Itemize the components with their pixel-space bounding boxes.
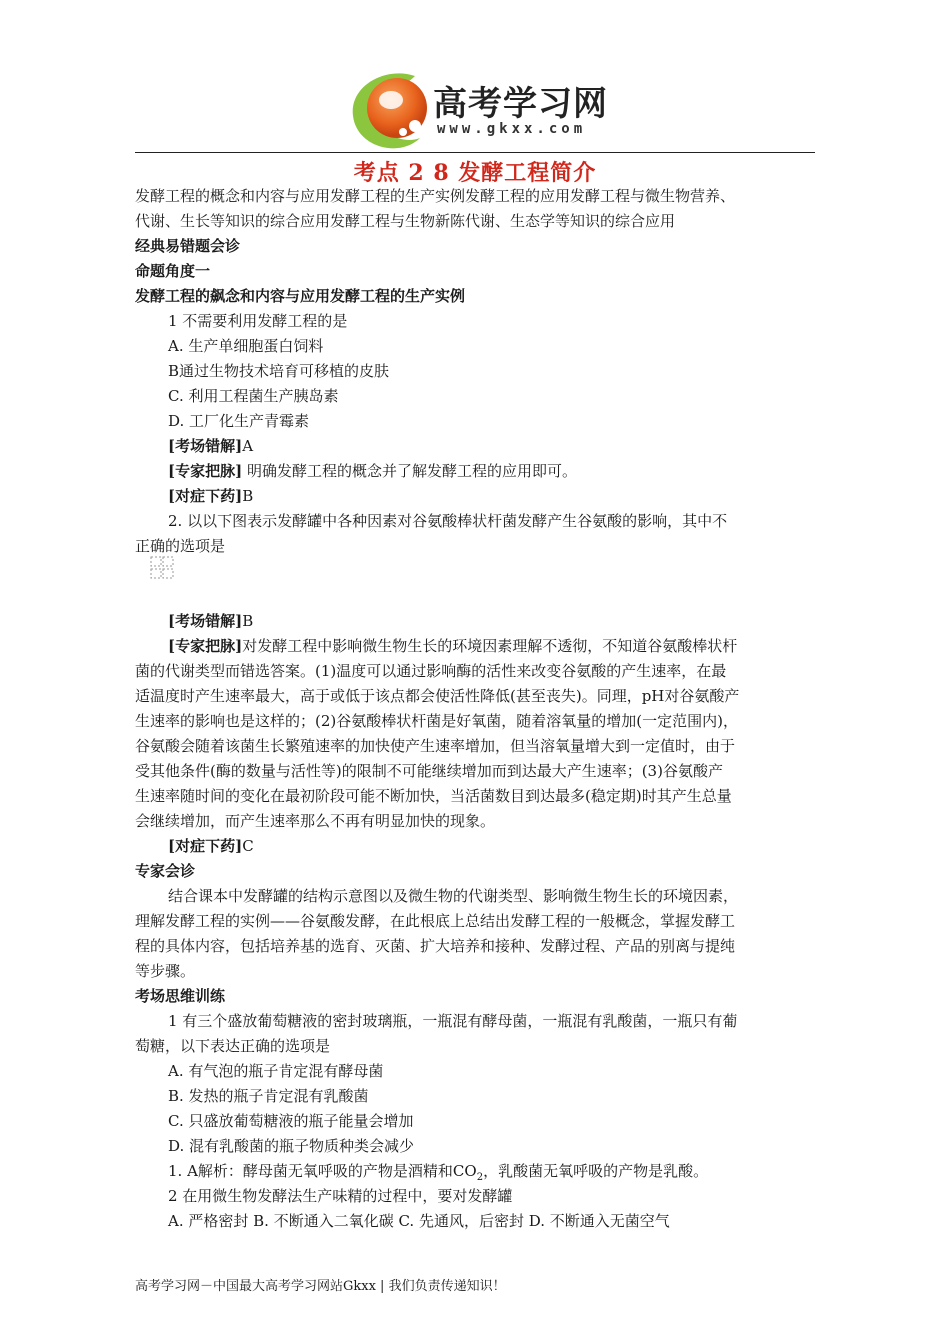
- intro-line-1: 发酵工程的概念和内容与应用发酵工程的生产实例发酵工程的应用发酵工程与微生物营养、: [135, 187, 736, 205]
- wrong-answer-tag: [考场错解]: [168, 437, 243, 455]
- intro-line-2: 代谢、生长等知识的综合应用发酵工程与生物新陈代谢、生态学等知识的综合应用: [135, 212, 676, 230]
- expert-analysis-tag: [专家把脉]: [168, 637, 243, 655]
- header-divider: [135, 152, 815, 153]
- correct-answer-line: [168, 834, 254, 859]
- paragraph-line: 等步骤。: [135, 962, 196, 980]
- section-heading: 考场思维训练: [135, 987, 226, 1005]
- answer-text: ，乳酸菌无氧呼吸的产物是乳酸。: [483, 1162, 709, 1180]
- wrong-answer-line: [168, 434, 253, 459]
- logo-brand-url: www.gkxx.com: [437, 121, 587, 137]
- logo-brand-cn: 高考学习网: [433, 84, 608, 124]
- correct-answer-value: C: [242, 837, 254, 855]
- option-b: B. 发热的瓶子肯定混有乳酸菌: [168, 1087, 369, 1105]
- option-a: A. 有气泡的瓶子肯定混有酵母菌: [168, 1062, 384, 1080]
- option-c: C. 只盛放葡萄糖液的瓶子能量会增加: [168, 1112, 414, 1130]
- section-heading: 命题角度一: [135, 262, 211, 280]
- correct-answer-tag: [对症下药]: [168, 487, 243, 505]
- question-stem: 2 在用微生物发酵法生产味精的过程中，要对发酵罐: [168, 1187, 513, 1205]
- site-logo: [345, 66, 615, 156]
- expert-analysis-tag: [专家把脉]: [168, 462, 243, 480]
- question-stem: 1 有三个盛放葡萄糖液的密封玻璃瓶，一瓶混有酵母菌，一瓶混有乳酸菌，一瓶只有葡: [168, 1012, 738, 1030]
- paragraph-line: 程的具体内容，包括培养基的选育、灭菌、扩大培养和接种、发酵过程、产品的别离与提纯: [135, 937, 736, 955]
- correct-answer-line: [168, 484, 253, 509]
- question-stem: 1 不需要利用发酵工程的是: [168, 312, 348, 330]
- expert-analysis-text: 明确发酵工程的概念并了解发酵工程的应用即可。: [242, 462, 577, 480]
- paragraph-line: 适温度时产生速率最大，高于或低于该点都会使活性降低(甚至丧失)。同理，pH对谷氨酸产: [135, 687, 740, 705]
- option-d: D. 混有乳酸菌的瓶子物质种类会减少: [168, 1137, 415, 1155]
- option-d: D. 工厂化生产青霉素: [168, 412, 310, 430]
- paragraph-line: 理解发酵工程的实例——谷氨酸发酵，在此根底上总结出发酵工程的一般概念，掌握发酵工: [135, 912, 736, 930]
- question-options: A. 严格密封 B. 不断通入二氧化碳 C. 先通风，后密封 D. 不断通入无菌空气: [168, 1212, 670, 1230]
- broken-figure-image: [150, 556, 180, 580]
- section-heading: 发酵工程的飙念和内容与应用发酵工程的生产实例: [135, 287, 466, 305]
- subscript: 2: [476, 1172, 484, 1183]
- correct-answer-tag: [对症下药]: [168, 837, 243, 855]
- paragraph-line: 受其他条件(酶的数量与活性等)的限制不可能继续增加而到达最大产生速率；(3)谷氨酸产: [135, 762, 723, 780]
- wrong-answer-value: A: [242, 437, 254, 455]
- answer-text: 1. A解析：酵母菌无氧呼吸的产物是酒精和CO: [168, 1162, 477, 1180]
- question-stem: 2. 以以下图表示发酵罐中各种因素对谷氨酸棒状杆菌发酵产生谷氨酸的影响，其中不: [168, 512, 728, 530]
- option-a: A. 生产单细胞蛋白饲料: [168, 337, 324, 355]
- expert-analysis-line: [168, 459, 577, 484]
- paragraph-line: 生速率的影响也是这样的；(2)谷氨酸棒状杆菌是好氧菌，随着溶氧量的增加(一定范围内)，: [135, 712, 738, 730]
- question-stem-cont: 正确的选项是: [135, 537, 226, 555]
- section-heading: 经典易错题会诊: [135, 237, 241, 255]
- wrong-answer-value: B: [242, 612, 254, 630]
- option-c: C. 利用工程菌生产胰岛素: [168, 387, 339, 405]
- option-b: B通过生物技术培育可移植的皮肤: [168, 362, 390, 380]
- paragraph-line: 菌的代谢类型而错选答案。(1)温度可以通过影响酶的活性来改变谷氨酸的产生速率，在最: [135, 662, 727, 680]
- paragraph-line: 结合课本中发酵罐的结构示意图以及微生物的代谢类型、影响微生物生长的环境因素，: [168, 887, 739, 905]
- paragraph-line: 生速率随时间的变化在最初阶段可能不断加快，当活菌数目到达最多(稳定期)时其产生总量: [135, 787, 732, 805]
- correct-answer-value: B: [242, 487, 254, 505]
- wrong-answer-tag: [考场错解]: [168, 612, 243, 630]
- section-heading: 专家会诊: [135, 862, 196, 880]
- expert-analysis-line: [168, 634, 737, 659]
- page-title: 考点 2 8 发酵工程简介: [353, 160, 597, 186]
- wrong-answer-line: [168, 609, 253, 634]
- paragraph-line: 谷氨酸会随着该菌生长繁殖速率的加快使产生速率增加，但当溶氧量增大到一定值时，由于: [135, 737, 736, 755]
- question-stem-cont: 萄糖，以下表达正确的选项是: [135, 1037, 331, 1055]
- expert-analysis-text: 对发酵工程中影响微生物生长的环境因素理解不透彻，不知道谷氨酸棒状杆: [242, 637, 738, 655]
- page-footer: 高考学习网－中国最大高考学习网站Gkxx | 我们负责传递知识！: [135, 1279, 506, 1294]
- paragraph-line: 会继续增加，而产生速率那么不再有明显加快的现象。: [135, 812, 496, 830]
